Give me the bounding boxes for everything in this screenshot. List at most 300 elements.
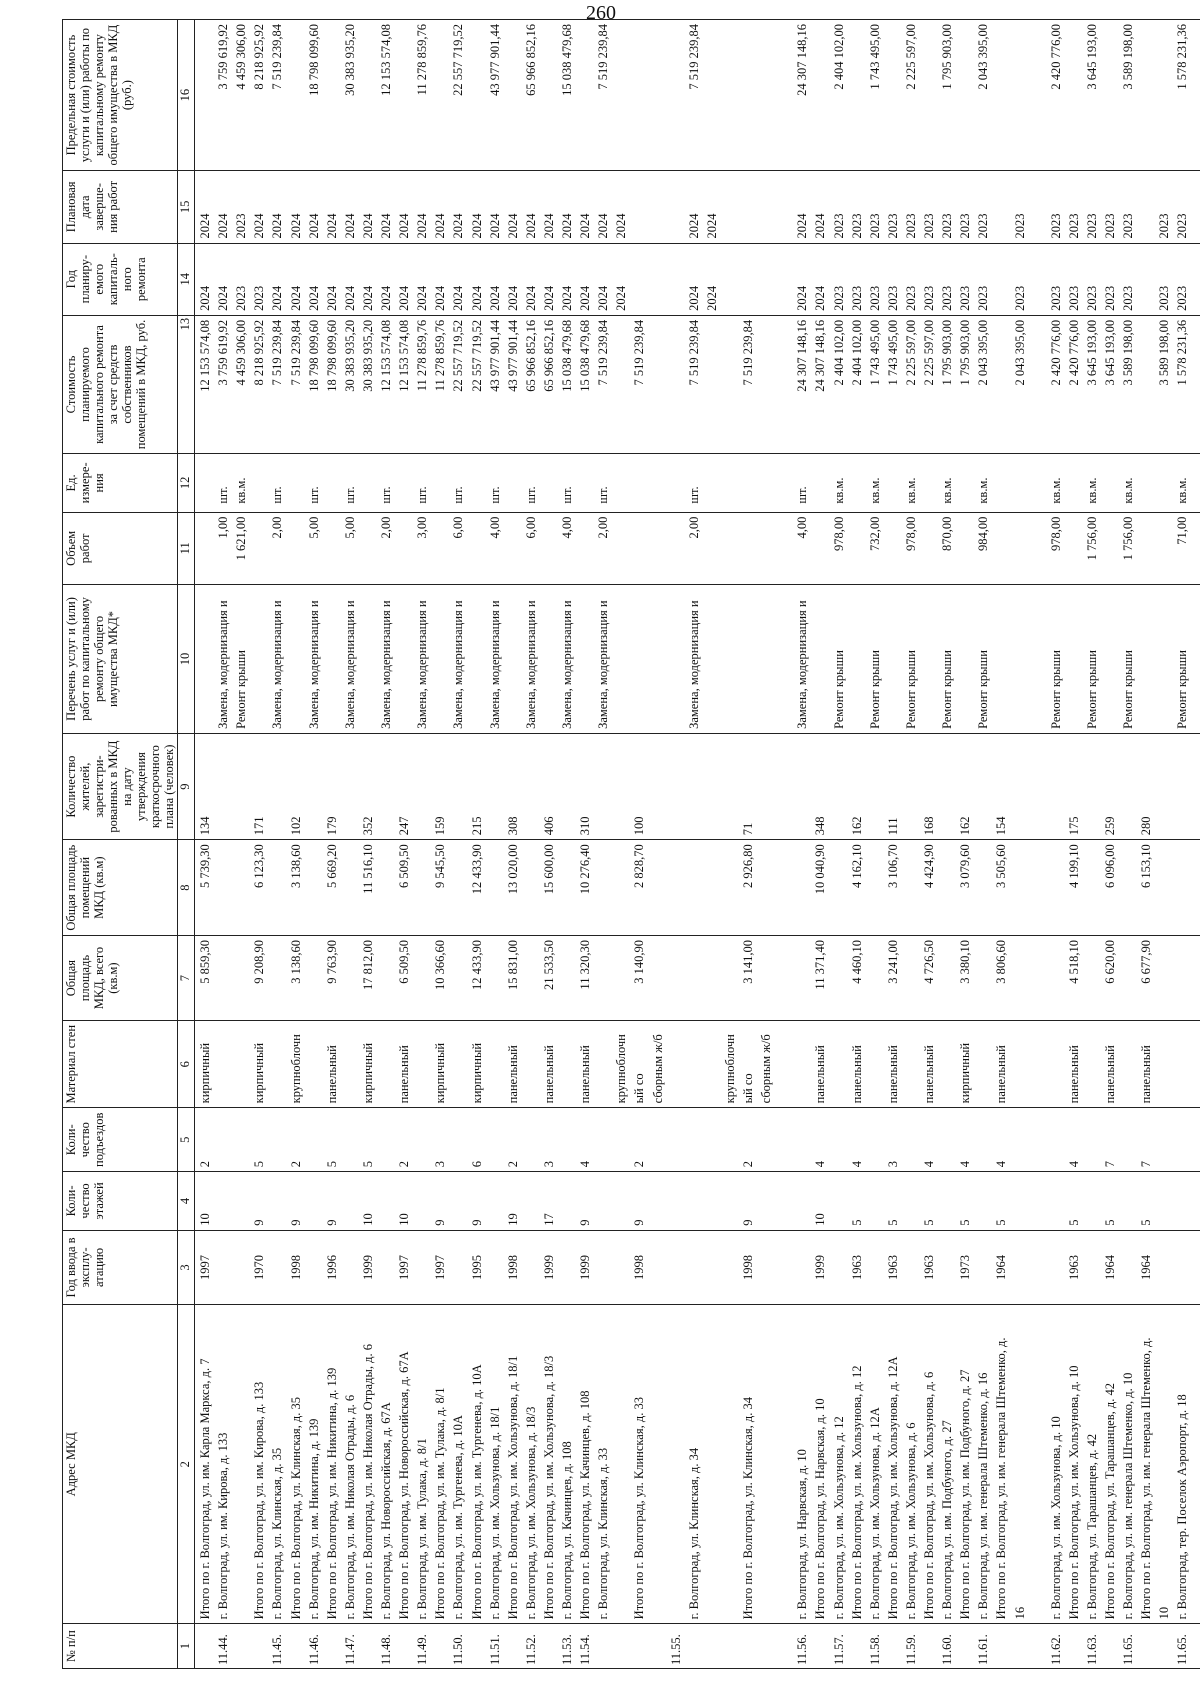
- column-number: 5: [178, 1108, 195, 1172]
- col15-entry: 2024: [469, 213, 484, 239]
- col7-entry: 3 140,90: [632, 940, 647, 984]
- col14-entry: 2024: [270, 285, 285, 311]
- col8-entry: 12 433,90: [469, 844, 484, 895]
- col16-entry: 24 307 148,16: [795, 24, 810, 96]
- col-max-cost-cell: [195, 20, 1200, 171]
- col16-entry: 3 759 619,92: [216, 24, 231, 90]
- col13-entry: 2 225 597,00: [903, 319, 918, 386]
- col7-entry: 10 366,60: [433, 940, 448, 991]
- header-cell: Предельная стоимость услуги и (или) работы по капитальному ремонту общего имущества в МКД (руб.): [63, 20, 178, 171]
- col7-entry: 9 208,90: [252, 940, 267, 984]
- col14-entry: 2024: [469, 285, 484, 311]
- col13-entry: 8 218 925,92: [252, 319, 267, 386]
- col3-entry: 1998: [632, 1254, 647, 1280]
- col2-entry: Итого по г. Волгоград, ул. им. Хользунова, д. 12: [849, 1365, 864, 1620]
- col1-entry: 11.65.: [1175, 1634, 1190, 1665]
- header-cell: Материал стен: [63, 1021, 178, 1108]
- col14-entry: 2024: [541, 285, 556, 311]
- col14-entry: 2024: [397, 285, 412, 311]
- column-number-row: [178, 20, 195, 1669]
- column-number: 16: [178, 20, 195, 171]
- col13-entry: 7 519 239,84: [741, 319, 755, 386]
- col3-entry: 1999: [578, 1254, 593, 1280]
- col5-entry: 7: [1103, 1160, 1117, 1168]
- col16-entry: 1 795 903,00: [940, 24, 955, 90]
- col10-entry: Замена, модернизация и: [596, 600, 611, 729]
- col15-entry: 2024: [813, 213, 828, 239]
- column-number: 14: [178, 243, 195, 315]
- col14-entry: 2024: [198, 285, 212, 311]
- col14-entry: 2023: [849, 285, 864, 311]
- col-number-cell: [195, 1624, 1200, 1669]
- col12-entry: кв.м.: [1084, 477, 1099, 504]
- col-repair-year-cell: [195, 243, 1200, 315]
- col14-entry: 2023: [1157, 285, 1172, 311]
- col16-entry: 7 519 239,84: [596, 24, 611, 90]
- col2-entry: Итого по г. Волгоград, ул. им. Хользунова, д. 6: [922, 1371, 936, 1620]
- col16-entry: 12 153 574,08: [379, 24, 393, 96]
- col14-entry: 2023: [958, 285, 973, 311]
- col7-entry: 3 141,00: [741, 940, 755, 984]
- col1-entry: 11.54.: [578, 1634, 593, 1665]
- col15-entry: 2023: [1048, 213, 1063, 239]
- col2-entry: г. Волгоград, ул. им. Тулака, д. 8/1: [415, 1438, 430, 1620]
- column-number: 4: [178, 1172, 195, 1231]
- col2-entry: г. Волгоград, ул. им. генерала Штеменко, д. 10: [1121, 1372, 1136, 1620]
- col12-entry: кв.м.: [903, 477, 918, 504]
- col14-entry: 2023: [1103, 285, 1117, 311]
- col5-entry: 2: [198, 1160, 212, 1168]
- col6-entry: ый со: [741, 1073, 755, 1104]
- col14-entry: 2023: [867, 285, 882, 311]
- col14-entry: 2023: [976, 285, 991, 311]
- col12-entry: шт.: [415, 486, 430, 504]
- col16-entry: 30 383 935,20: [342, 24, 357, 96]
- col13-entry: 1 743 495,00: [885, 319, 900, 386]
- col6-entry: сборным ж/б: [650, 1034, 665, 1104]
- col2-entry: Итого по г. Волгоград, ул. им. Никитина, д. 139: [324, 1367, 339, 1620]
- col2-entry: Итого по г. Волгоград, ул. им. Хользунова, д. 10: [1066, 1365, 1081, 1620]
- col2-entry: Итого по г. Волгоград, ул. им. Хользунова, д. 12А: [885, 1356, 900, 1620]
- col15-entry: 2023: [831, 213, 846, 239]
- col8-entry: 9 545,50: [433, 844, 448, 889]
- col4-entry: 10: [813, 1213, 828, 1226]
- header-cell: Год планиру-емого капиталь-ного ремонта: [63, 243, 178, 315]
- col11-entry: 4,00: [560, 516, 574, 539]
- col11-entry: 978,00: [831, 516, 846, 552]
- col8-entry: 3 079,60: [958, 844, 973, 889]
- col10-entry: Ремонт крыши: [976, 650, 991, 729]
- col13-entry: 11 278 859,76: [433, 319, 448, 392]
- col14-entry: 2023: [1066, 285, 1081, 311]
- col12-entry: шт.: [451, 486, 466, 504]
- col3-entry: 1999: [541, 1254, 556, 1280]
- col10-entry: Замена, модернизация и: [306, 600, 321, 729]
- col16-entry: 22 557 719,52: [451, 24, 466, 96]
- col1-entry: 11.53.: [560, 1634, 574, 1665]
- col8-entry: 5 669,20: [324, 844, 339, 889]
- table-body-row: [195, 20, 1200, 1669]
- col15-entry: 2023: [940, 213, 955, 239]
- col7-entry: 4 518,10: [1066, 940, 1081, 984]
- col11-entry: 1,00: [216, 516, 231, 539]
- col15-entry: 2024: [288, 213, 303, 239]
- header-cell: Общая площадь помещений МКД (кв.м): [63, 840, 178, 936]
- col2-entry: г. Волгоград, ул. им. Хользунова, д. 10: [1048, 1416, 1063, 1620]
- col10-entry: Ремонт крыши: [1048, 650, 1063, 729]
- col12-entry: шт.: [596, 486, 611, 504]
- col5-entry: 2: [505, 1160, 520, 1168]
- col9-entry: 175: [1066, 816, 1081, 836]
- col7-entry: 3 380,10: [958, 940, 973, 984]
- col2-entry: Итого по г. Волгоград, ул. Новороссийская, д. 67А: [397, 1351, 412, 1620]
- col16-entry: 43 977 901,44: [487, 24, 502, 96]
- col9-entry: 280: [1139, 816, 1154, 836]
- col14-entry: 2024: [451, 285, 466, 311]
- col15-entry: 2024: [306, 213, 321, 239]
- col8-entry: 4 162,10: [849, 844, 864, 889]
- col1-entry: 11.63.: [1084, 1634, 1099, 1665]
- col9-entry: 308: [505, 816, 520, 836]
- col2-entry: Итого по г. Волгоград, ул. Клинская, д. 34: [741, 1397, 755, 1620]
- header-row: [63, 20, 178, 1669]
- col3-entry: 1998: [288, 1254, 303, 1280]
- column-number: 3: [178, 1230, 195, 1304]
- col12-entry: шт.: [306, 486, 321, 504]
- col6-entry: крупноблочн: [614, 1034, 629, 1104]
- col2-entry: Итого по г. Волгоград, ул. Клинская, д. 33: [632, 1397, 647, 1620]
- col13-entry: 7 519 239,84: [288, 319, 303, 386]
- header-cell: Объем работ: [63, 512, 178, 584]
- col3-entry: 1973: [958, 1254, 973, 1280]
- col2-entry: г. Волгоград, ул. им. Никитина, д. 139: [306, 1418, 321, 1620]
- col4-entry: 9: [252, 1219, 267, 1226]
- col8-entry: 3 505,60: [994, 844, 1009, 889]
- col15-entry: 2024: [505, 213, 520, 239]
- col14-entry: 2023: [1012, 285, 1027, 311]
- col13-entry: 12 153 574,08: [397, 319, 412, 392]
- col14-entry: 2024: [216, 285, 231, 311]
- col9-entry: 406: [541, 816, 556, 836]
- col-premises-area-cell: [195, 840, 1200, 936]
- col4-entry: 5: [994, 1219, 1009, 1226]
- col12-entry: шт.: [795, 486, 810, 504]
- col9-entry: 179: [324, 816, 339, 836]
- col12-entry: шт.: [523, 486, 538, 504]
- col13-entry: 22 557 719,52: [469, 319, 484, 392]
- col15-entry: 2024: [433, 213, 448, 239]
- col13-entry: 7 519 239,84: [686, 319, 701, 386]
- header-cell: Адрес МКД: [63, 1305, 178, 1624]
- col1-entry: 11.60.: [940, 1634, 955, 1665]
- col15-entry: 2024: [596, 213, 611, 239]
- col6-entry: панельный: [1066, 1045, 1081, 1104]
- col14-entry: 2024: [324, 285, 339, 311]
- col15-entry: 2024: [270, 213, 285, 239]
- capital-repair-table: [62, 19, 1200, 1669]
- col14-entry: 2024: [379, 285, 393, 311]
- col11-entry: 1 756,00: [1084, 516, 1099, 561]
- col3-entry: 1999: [360, 1254, 375, 1280]
- col8-entry: 3 106,70: [885, 844, 900, 889]
- col6-entry: панельный: [885, 1045, 900, 1104]
- col16-entry: 4 459 306,00: [234, 24, 249, 90]
- col6-entry: кирпичный: [252, 1042, 267, 1104]
- column-number: 1: [178, 1624, 195, 1669]
- col15-entry: 2024: [686, 213, 701, 239]
- col9-entry: 162: [849, 816, 864, 836]
- col4-entry: 5: [922, 1219, 936, 1226]
- col5-entry: 3: [433, 1160, 448, 1168]
- col13-entry: 15 038 479,68: [560, 319, 574, 392]
- col15-entry: 2024: [614, 213, 629, 239]
- header-cell: Количество жителей, зарегистри-рованных в МКД на дату утверждения краткосрочного плана (человек): [63, 733, 178, 839]
- col7-entry: 6 509,50: [397, 940, 412, 984]
- col11-entry: 6,00: [523, 516, 538, 539]
- col14-entry: 2024: [288, 285, 303, 311]
- col2-entry: г. Волгоград, ул. им. Хользунова, д. 18/1: [487, 1406, 502, 1620]
- col12-entry: кв.м.: [867, 477, 882, 504]
- col7-entry: 11 320,30: [578, 940, 593, 990]
- col9-entry: 171: [252, 816, 267, 836]
- column-number: 9: [178, 733, 195, 839]
- col4-entry: 5: [1103, 1219, 1117, 1226]
- col13-entry: 30 383 935,20: [360, 319, 375, 392]
- col13-entry: 65 966 852,16: [523, 319, 538, 392]
- col2-entry: г. Волгоград, тер. Поселок Аэропорт, д. 18: [1175, 1394, 1190, 1620]
- col13-entry: 7 519 239,84: [270, 319, 285, 386]
- col8-entry: 3 138,60: [288, 844, 303, 889]
- col7-entry: 21 533,50: [541, 940, 556, 991]
- col7-entry: 5 859,30: [198, 940, 212, 984]
- col15-entry: 2023: [1121, 213, 1136, 239]
- col15-entry: 2024: [216, 213, 231, 239]
- col10-entry: Ремонт крыши: [940, 650, 955, 729]
- col5-entry: 4: [994, 1160, 1009, 1168]
- col6-entry: панельный: [994, 1045, 1009, 1104]
- col1-entry: 11.44.: [216, 1634, 231, 1665]
- col1-entry: 11.46.: [306, 1634, 321, 1665]
- col2-entry: г. Волгоград, ул. Клинская, д. 34: [686, 1447, 701, 1620]
- header-cell: Плановая дата заверше-ния работ: [63, 171, 178, 243]
- column-number: 13: [178, 315, 195, 453]
- col11-entry: 4,00: [795, 516, 810, 539]
- col7-entry: 9 763,90: [324, 940, 339, 984]
- col14-entry: 2023: [1121, 285, 1136, 311]
- col12-entry: шт.: [342, 486, 357, 504]
- rotated-table-container: [62, 19, 1190, 1669]
- col16-entry: 2 225 597,00: [903, 24, 918, 90]
- col15-entry: 2024: [324, 213, 339, 239]
- col7-entry: 11 371,40: [813, 940, 828, 990]
- col8-entry: 6 096,00: [1103, 844, 1117, 889]
- col12-entry: шт.: [560, 486, 574, 504]
- column-number: 11: [178, 512, 195, 584]
- col14-entry: 2024: [578, 285, 593, 311]
- col5-entry: 3: [885, 1160, 900, 1168]
- col2-entry: г. Волгоград, ул. им. Хользунова, д. 6: [903, 1422, 918, 1620]
- col15-entry: 2023: [234, 213, 249, 239]
- col4-entry: 17: [541, 1213, 556, 1226]
- col9-entry: 102: [288, 816, 303, 836]
- col6-entry: панельный: [397, 1045, 412, 1104]
- col15-entry: 2024: [379, 213, 393, 239]
- col14-entry: 2024: [487, 285, 502, 311]
- col2-entry: Итого по г. Волгоград, ул. им. Хользунова, д. 18/3: [541, 1355, 556, 1620]
- col2-entry: г. Волгоград, ул. им. Хользунова, д. 12: [831, 1416, 846, 1620]
- col14-entry: 2023: [1048, 285, 1063, 311]
- col8-entry: 5 739,30: [198, 844, 212, 889]
- col1-entry: 11.57.: [831, 1634, 846, 1665]
- header-cell: Коли-чество этажей: [63, 1172, 178, 1231]
- col13-entry: 1 795 903,00: [940, 319, 955, 386]
- col-completion-date-cell: [195, 171, 1200, 243]
- col15-entry: 2023: [867, 213, 882, 239]
- col1-entry: 11.56.: [795, 1634, 810, 1665]
- col15-entry: 2023: [1012, 213, 1027, 239]
- col16-entry: 3 589 198,00: [1121, 24, 1136, 90]
- header-cell: Стоимость планируемого капитального ремонта за счет средств собственников помещений в МКД, руб.: [63, 315, 178, 453]
- col3-entry: 1997: [397, 1254, 412, 1280]
- col14-entry: 2024: [523, 285, 538, 311]
- col16-entry: 7 519 239,84: [270, 24, 285, 90]
- col6-entry: панельный: [849, 1045, 864, 1104]
- col-works-cell: [195, 584, 1200, 733]
- col1-entry: 11.61.: [976, 1634, 991, 1665]
- col3-entry: 1995: [469, 1254, 484, 1280]
- col15-entry: 2024: [487, 213, 502, 239]
- col2-entry: г. Волгоград, ул. Качинцев, д. 108: [560, 1441, 574, 1620]
- col9-entry: 100: [632, 816, 647, 836]
- col2-entry: Итого по г. Волгоград, ул. им. Николая Отрады, д. 6: [360, 1344, 375, 1620]
- col7-entry: 3 806,60: [994, 940, 1009, 984]
- col13-entry: 30 383 935,20: [342, 319, 357, 392]
- col13-entry: 22 557 719,52: [451, 319, 466, 392]
- col3-entry: 1963: [922, 1254, 936, 1280]
- col4-entry: 9: [578, 1219, 593, 1226]
- col2-entry: г. Волгоград, ул. Клинская, д. 35: [270, 1447, 285, 1620]
- col14-entry: 2023: [234, 285, 249, 311]
- col12-entry: кв.м.: [1121, 477, 1136, 504]
- col3-entry: 1998: [741, 1254, 755, 1280]
- col10-entry: Ремонт крыши: [1121, 650, 1136, 729]
- col15-entry: 2024: [541, 213, 556, 239]
- col8-entry: 10 040,90: [813, 844, 828, 895]
- col5-entry: 5: [324, 1160, 339, 1168]
- col7-entry: 12 433,90: [469, 940, 484, 991]
- col3-entry: 1964: [1139, 1254, 1154, 1280]
- col7-entry: 6 620,00: [1103, 940, 1117, 984]
- col6-entry: панельный: [813, 1045, 828, 1104]
- col13-entry: 43 977 901,44: [487, 319, 502, 392]
- col15-entry: 2024: [397, 213, 412, 239]
- col5-entry: 4: [813, 1160, 828, 1168]
- col10-entry: Ремонт крыши: [903, 650, 918, 729]
- col2-entry: Итого по г. Волгоград, ул. им. генерала Штеменко, д.: [1139, 1337, 1154, 1620]
- col4-entry: 9: [741, 1219, 755, 1226]
- col3-entry: 1997: [198, 1254, 212, 1280]
- col15-entry: 2024: [342, 213, 357, 239]
- header-cell: № п/п: [63, 1624, 178, 1669]
- col9-entry: 259: [1103, 816, 1117, 836]
- col6-entry: панельный: [324, 1045, 339, 1104]
- col3-entry: 1964: [994, 1254, 1009, 1280]
- col1-entry: 11.45.: [270, 1634, 285, 1665]
- col2-entry: Итого по г. Волгоград, ул. Качинцев, д. 108: [578, 1390, 593, 1620]
- col1-entry: 11.50.: [451, 1634, 466, 1665]
- col10-entry: Замена, модернизация и: [342, 600, 357, 729]
- col14-entry: 2024: [704, 285, 719, 311]
- col14-entry: 2024: [795, 285, 810, 311]
- col9-entry: 348: [813, 816, 828, 836]
- col2-entry: г. Волгоград, ул. им. Хользунова, д. 18/3: [523, 1406, 538, 1620]
- col-wall-material-cell: [195, 1021, 1200, 1108]
- col1-entry: 11.51.: [487, 1634, 502, 1665]
- col5-entry: 4: [578, 1160, 593, 1168]
- column-number: 8: [178, 840, 195, 936]
- col9-entry: 215: [469, 816, 484, 836]
- col10-entry: Замена, модернизация и: [560, 600, 574, 729]
- col14-entry: 2023: [1175, 285, 1190, 311]
- col15-entry: 2024: [415, 213, 430, 239]
- col12-entry: шт.: [686, 486, 701, 504]
- col13-entry: 2 404 102,00: [831, 319, 846, 386]
- col9-entry: 71: [741, 822, 755, 836]
- col6-entry: крупноблочн: [722, 1034, 737, 1104]
- column-number: 7: [178, 936, 195, 1021]
- col-residents-cell: [195, 733, 1200, 839]
- col2-entry: Итого по г. Волгоград, ул. им. Кирова, д. 133: [252, 1381, 267, 1620]
- col12-entry: шт.: [487, 486, 502, 504]
- col2-entry: Итого по г. Волгоград, ул. им. генерала Штеменко, д.: [994, 1337, 1009, 1620]
- col14-entry: 2024: [342, 285, 357, 311]
- col2-entry: Итого по г. Волгоград, ул. им. Тургенева, д. 10А: [469, 1364, 484, 1620]
- col-total-area-cell: [195, 936, 1200, 1021]
- col11-entry: 1 621,00: [234, 516, 249, 561]
- col4-entry: 9: [324, 1219, 339, 1226]
- col12-entry: кв.м.: [831, 477, 846, 504]
- col7-entry: 6 677,90: [1139, 940, 1154, 984]
- col5-entry: 3: [541, 1160, 556, 1168]
- col16-entry: 65 966 852,16: [523, 24, 538, 96]
- col15-entry: 2023: [1103, 213, 1117, 239]
- col6-entry: панельный: [578, 1045, 593, 1104]
- col12-entry: кв.м.: [940, 477, 955, 504]
- col10-entry: Замена, модернизация и: [270, 600, 285, 729]
- col8-entry: 4 199,10: [1066, 844, 1081, 889]
- col5-entry: 4: [922, 1160, 936, 1168]
- col14-entry: 2024: [813, 285, 828, 311]
- col8-entry: 2 926,80: [741, 844, 755, 889]
- col5-entry: 4: [849, 1160, 864, 1168]
- col15-entry: 2023: [976, 213, 991, 239]
- col15-entry: 2024: [704, 213, 719, 239]
- column-number: 12: [178, 454, 195, 513]
- col1-entry: 11.65.: [1121, 1634, 1136, 1665]
- col1-entry: 11.47.: [342, 1634, 357, 1665]
- col5-entry: 5: [252, 1160, 267, 1168]
- col16-entry: 15 038 479,68: [560, 24, 574, 96]
- col8-entry: 2 828,70: [632, 844, 647, 889]
- col11-entry: 984,00: [976, 516, 991, 552]
- col5-entry: 2: [632, 1160, 647, 1168]
- col13-entry: 12 153 574,08: [379, 319, 393, 392]
- col11-entry: 4,00: [487, 516, 502, 539]
- col15-entry: 2023: [1084, 213, 1099, 239]
- page-number: 260: [586, 2, 616, 24]
- col11-entry: 6,00: [451, 516, 466, 539]
- col2-entry: г. Волгоград, ул. Нарвская, д. 10: [795, 1449, 810, 1620]
